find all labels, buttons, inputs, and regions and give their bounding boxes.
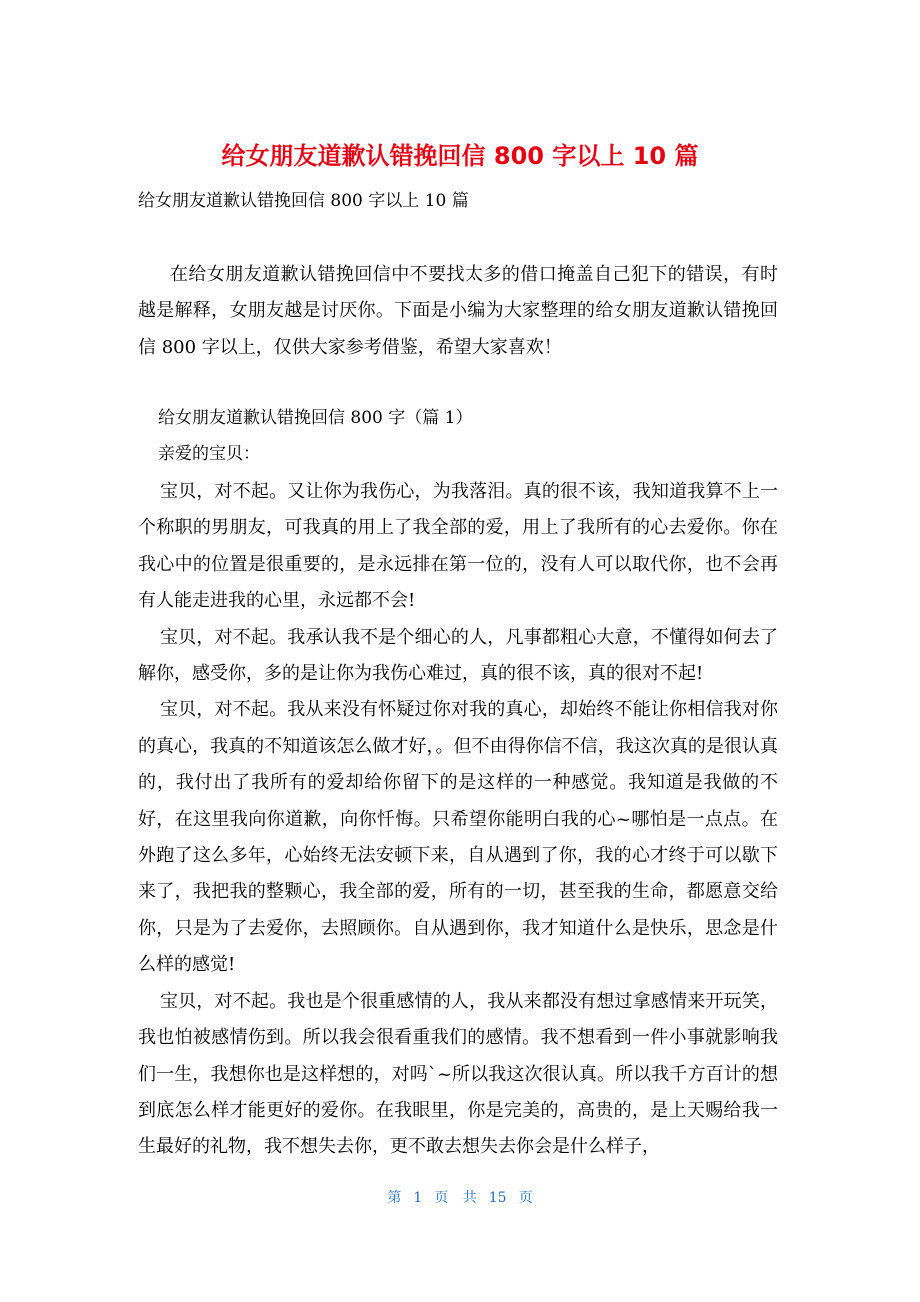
page-label-mid: 页 共 [434,1190,477,1206]
body-paragraph: 宝贝，对不起。我也是个很重感情的人，我从来都没有想过拿感情来开玩笑，我也怕被感情伤到。所以我会很看重我们的感情。我不想看到一件小事就影响我们一生，我想你也是这样想的，对吗`~所以我这次很认真。所以我千方百计的想到底怎么样才能更好的爱你。在我眼里，你是完美的，高贵的，是上天赐给我一生最好的礼物，我不想失去你，更不敢去想失去你会是什么样子， [138,990,778,1158]
section-heading: 给女朋友道歉认错挽回信 800 字（篇 1） [158,408,473,428]
page-label-suffix: 页 [518,1190,533,1206]
body-paragraph: 宝贝，对不起。我承认我不是个细心的人，凡事都粗心大意，不懂得如何去了解你，感受你，多的是让你为我伤心难过，真的很不该，真的很对不起! [138,626,778,685]
document-title: 给女朋友道歉认错挽回信 800 字以上 10 篇 [221,142,699,170]
document-subtitle: 给女朋友道歉认错挽回信 800 字以上 10 篇 [138,191,469,211]
salutation: 亲爱的宝贝： [158,444,260,464]
total-pages-number: 15 [488,1190,507,1206]
page-footer [0,1186,920,1210]
letter-body [138,474,778,1166]
intro-paragraph: 在给女朋友道歉认错挽回信中不要找太多的借口掩盖自己犯下的错误，有时越是解释，女朋友越是讨厌你。下面是小编为大家整理的给女朋友道歉认错挽回信 800 字以上，仅供大家参考借鉴，希望大家喜欢！ [138,264,778,358]
page-label-prefix: 第 [387,1190,402,1206]
body-paragraph: 宝贝，对不起。又让你为我伤心，为我落泪。真的很不该，我知道我算不上一个称职的男朋友，可我真的用上了我全部的爱，用上了我所有的心去爱你。你在我心中的位置是很重要的，是永远排在第一位的，没有人可以取代你，也不会再有人能走进我的心里，永远都不会! [138,481,778,612]
body-paragraph: 宝贝，对不起。我从来没有怀疑过你对我的真心，却始终不能让你相信我对你的真心，我真的不知道该怎么做才好，。但不由得你信不信，我这次真的是很认真的，我付出了我所有的爱却给你留下的是这样的一种感觉。我知道是我做的不好，在这里我向你道歉，向你忏悔。只希望你能明白我的心~哪怕是一点点。在外跑了这么多年，心始终无法安顿下来，自从遇到了你，我的心才终于可以歇下来了，我把我的整颗心，我全部的爱，所有的一切，甚至我的生命，都愿意交给你，只是为了去爱你，去照顾你。自从遇到你，我才知道什么是快乐，思念是什么样的感觉! [138,699,778,976]
current-page-number: 1 [413,1190,423,1206]
